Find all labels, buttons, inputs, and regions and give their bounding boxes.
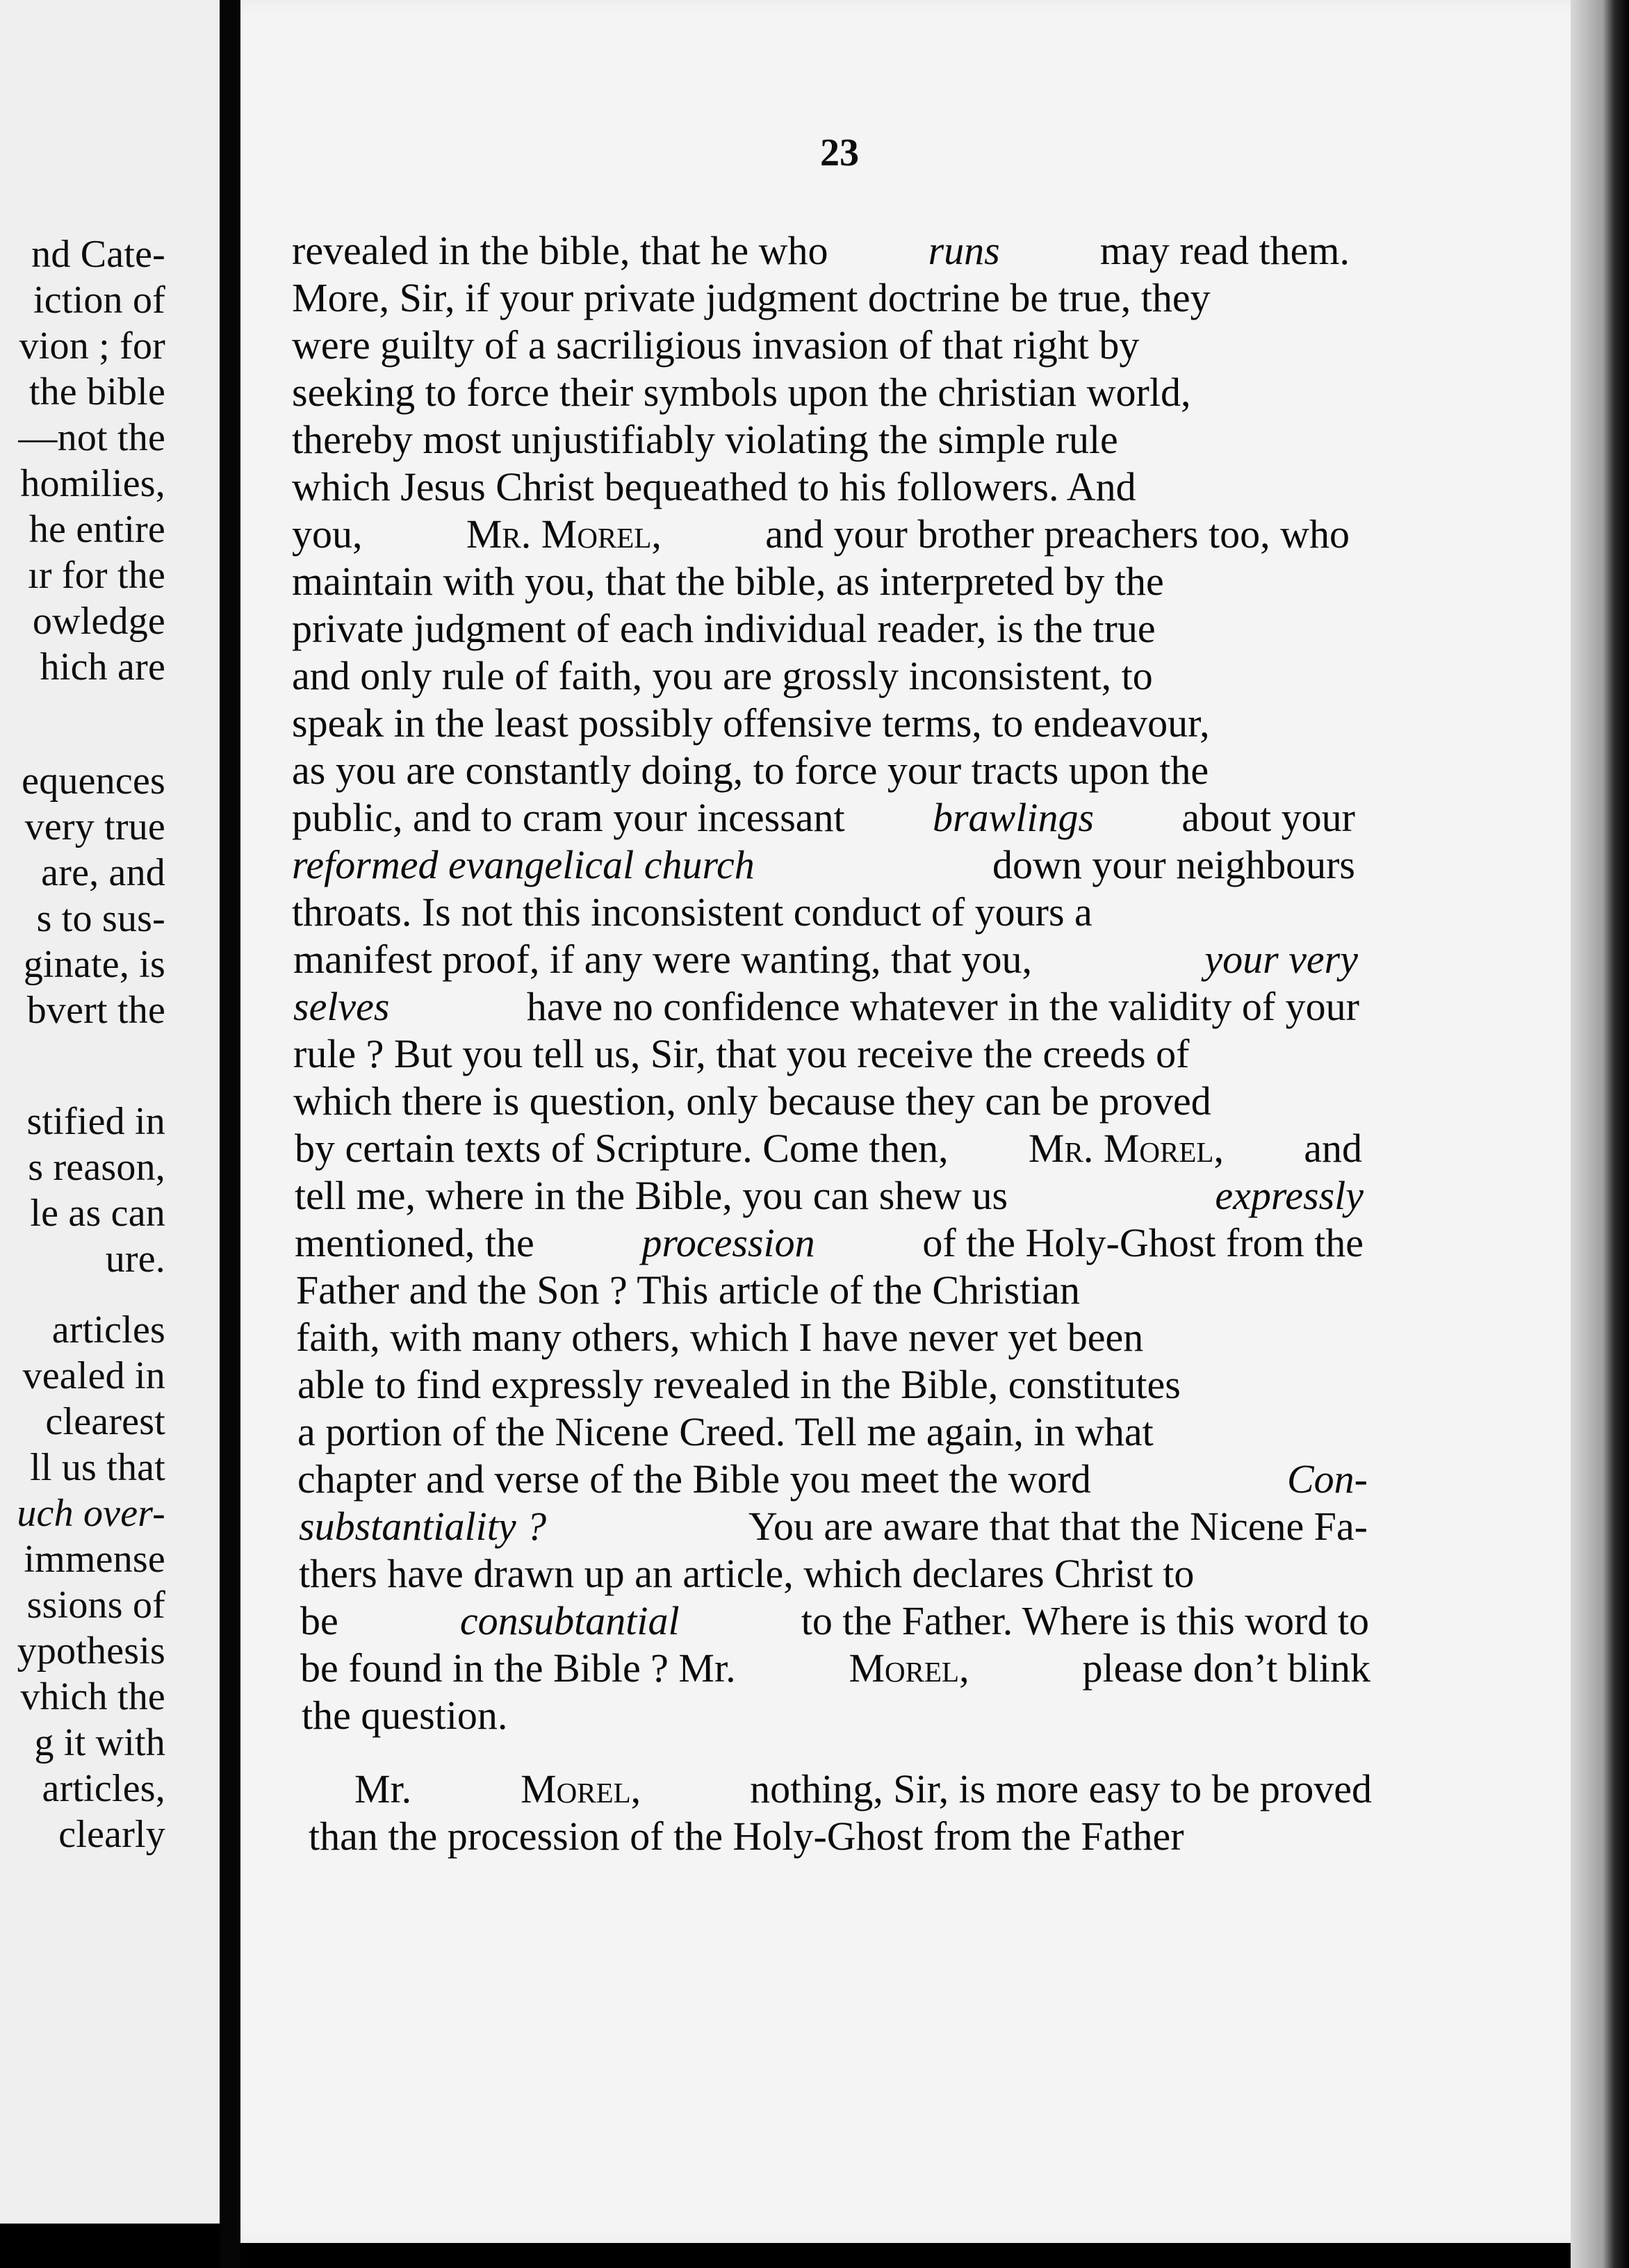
text-fragment: and bbox=[1304, 1126, 1362, 1171]
text-fragment: public, and to cram your incessant bbox=[292, 795, 845, 840]
text-fragment: about your bbox=[1181, 795, 1355, 840]
left-page-line: vealed in bbox=[22, 1354, 165, 1397]
text-fragment: able to find expressly revealed in the Bible, constitutes bbox=[297, 1362, 1181, 1407]
left-page-line: clearly bbox=[58, 1813, 165, 1856]
text-line bbox=[354, 1766, 1372, 1811]
left-page-line: articles, bbox=[42, 1767, 165, 1810]
italic-fragment: reformed evangelical church bbox=[292, 842, 755, 887]
text-line bbox=[292, 842, 1355, 887]
text-fragment: which Jesus Christ bequeathed to his followers. And bbox=[292, 464, 1136, 509]
text-fragment: you, bbox=[292, 511, 363, 557]
text-fragment: tell me, where in the Bible, you can shew us bbox=[295, 1173, 1008, 1218]
left-page-line: are, and bbox=[41, 851, 165, 894]
text-line bbox=[292, 700, 1352, 746]
text-fragment: throats. Is not this inconsistent conduct of yours a bbox=[292, 889, 1092, 935]
text-line bbox=[293, 984, 1359, 1029]
text-line bbox=[296, 1317, 1365, 1358]
text-fragment: faith, with many others, which I have never yet been bbox=[296, 1315, 1144, 1360]
text-fragment: down your neighbours bbox=[992, 842, 1355, 887]
left-page-line: ssions of bbox=[26, 1584, 165, 1627]
italic-fragment: consubtantial bbox=[459, 1598, 680, 1643]
page-edge bbox=[1571, 0, 1629, 2268]
text-line bbox=[295, 1220, 1364, 1265]
left-page-line: immense bbox=[24, 1538, 165, 1581]
text-fragment: thers have drawn up an article, which declares Christ to bbox=[299, 1551, 1195, 1596]
text-fragment: a portion of the Nicene Creed. Tell me again, in what bbox=[297, 1409, 1154, 1454]
text-fragment: You are aware that that the Nicene Fa- bbox=[748, 1504, 1368, 1549]
text-line bbox=[292, 795, 1355, 840]
left-page-line: homilies, bbox=[20, 462, 165, 505]
text-line bbox=[292, 228, 1350, 273]
left-page-line: owledge bbox=[32, 600, 165, 643]
text-fragment: speak in the least possibly offensive terms, to endeavour, bbox=[292, 700, 1210, 746]
book-gutter bbox=[220, 0, 240, 2268]
text-fragment: may read them. bbox=[1099, 228, 1350, 273]
text-line bbox=[297, 1362, 1366, 1407]
text-line bbox=[293, 939, 1358, 980]
text-fragment: be found in the Bible ? Mr. bbox=[300, 1645, 736, 1691]
left-page-line: vion ; for bbox=[19, 324, 165, 368]
text-fragment: please don’t blink bbox=[1082, 1645, 1370, 1691]
left-page-line: articles bbox=[51, 1308, 165, 1351]
left-page-line: ll us that bbox=[30, 1446, 165, 1489]
left-page-line: very true bbox=[24, 805, 165, 848]
text-line bbox=[299, 1506, 1368, 1547]
left-page-line: s reason, bbox=[28, 1146, 165, 1189]
text-line bbox=[295, 1173, 1364, 1218]
small-caps-fragment: Morel, bbox=[521, 1766, 641, 1811]
text-line bbox=[292, 750, 1354, 791]
italic-fragment: selves bbox=[293, 984, 390, 1029]
left-page-line: ypothesis bbox=[17, 1629, 165, 1673]
text-fragment: private judgment of each individual reader, is the true bbox=[292, 606, 1156, 651]
text-line bbox=[293, 1031, 1359, 1076]
text-line bbox=[309, 1816, 1373, 1857]
left-page-line: g it with bbox=[34, 1721, 165, 1764]
text-fragment: rule ? But you tell us, Sir, that you receive the creeds of bbox=[293, 1031, 1190, 1076]
left-page-line: nd Cate- bbox=[31, 233, 165, 276]
text-line bbox=[292, 653, 1351, 698]
left-page-line: bvert the bbox=[26, 989, 165, 1032]
left-page-line: —not the bbox=[18, 416, 165, 459]
text-fragment: More, Sir, if your private judgment doctrine be true, they bbox=[292, 275, 1211, 320]
italic-fragment: your very bbox=[1204, 937, 1358, 982]
text-line bbox=[293, 1078, 1361, 1124]
left-facing-page bbox=[0, 0, 220, 2224]
text-fragment: to the Father. Where is this word to bbox=[801, 1598, 1369, 1643]
text-fragment: have no confidence whatever in the validity of your bbox=[526, 984, 1359, 1029]
left-page-line: clearest bbox=[45, 1400, 165, 1443]
text-fragment: Mr. bbox=[354, 1766, 412, 1811]
text-line bbox=[295, 1128, 1362, 1169]
text-fragment: nothing, Sir, is more easy to be proved bbox=[750, 1766, 1372, 1811]
text-fragment: seeking to force their symbols upon the christian world, bbox=[292, 370, 1191, 415]
left-page-line: equences bbox=[22, 759, 165, 803]
text-fragment: manifest proof, if any were wanting, that you, bbox=[293, 937, 1033, 982]
text-fragment: as you are constantly doing, to force your tracts upon the bbox=[292, 748, 1209, 793]
text-fragment: which there is question, only because they can be proved bbox=[293, 1078, 1211, 1124]
text-line bbox=[292, 561, 1351, 602]
left-page-line: ure. bbox=[105, 1238, 165, 1281]
left-page-line: the bible bbox=[28, 370, 165, 413]
left-page-line: ır for the bbox=[28, 554, 165, 597]
text-fragment: maintain with you, that the bible, as interpreted by the bbox=[292, 559, 1164, 604]
italic-fragment: runs bbox=[928, 228, 1000, 273]
italic-fragment: procession bbox=[641, 1220, 815, 1265]
text-fragment: of the Holy-Ghost from the bbox=[922, 1220, 1364, 1265]
left-page-line: iction of bbox=[33, 279, 165, 322]
left-page-line: he entire bbox=[28, 508, 165, 551]
text-line bbox=[297, 1456, 1368, 1502]
text-fragment: by certain texts of Scripture. Come then, bbox=[295, 1126, 949, 1171]
text-line bbox=[292, 889, 1357, 935]
text-fragment: mentioned, the bbox=[295, 1220, 534, 1265]
text-line bbox=[292, 275, 1350, 320]
text-line bbox=[302, 1695, 1370, 1736]
left-page-line: s to sus- bbox=[36, 897, 165, 940]
text-line bbox=[300, 1598, 1369, 1643]
text-fragment: chapter and verse of the Bible you meet the word bbox=[297, 1456, 1091, 1502]
text-fragment: Father and the Son ? This article of the Christian bbox=[296, 1267, 1081, 1313]
small-caps-fragment: Mr. Morel, bbox=[1028, 1126, 1224, 1171]
text-fragment: thereby most unjustifiably violating the simple rule bbox=[292, 417, 1118, 462]
left-page-line: vhich the bbox=[20, 1675, 165, 1718]
text-line bbox=[292, 606, 1351, 651]
italic-fragment: substantiality ? bbox=[299, 1504, 547, 1549]
text-line bbox=[292, 417, 1350, 462]
text-line bbox=[299, 1551, 1369, 1596]
left-page-line: le as can bbox=[30, 1192, 165, 1235]
text-line bbox=[292, 372, 1350, 413]
italic-fragment: expressly bbox=[1215, 1173, 1364, 1218]
text-fragment: be bbox=[300, 1598, 338, 1643]
left-page-line: uch over- bbox=[17, 1492, 165, 1535]
left-page-line: hich are bbox=[40, 646, 165, 689]
left-page-line: ginate, is bbox=[23, 943, 165, 986]
italic-fragment: Con- bbox=[1287, 1456, 1368, 1502]
italic-fragment: brawlings bbox=[932, 795, 1095, 840]
left-page-line: stified in bbox=[26, 1100, 165, 1143]
text-fragment: revealed in the bible, that he who bbox=[292, 228, 828, 273]
text-fragment: were guilty of a sacriligious invasion of that right by bbox=[292, 322, 1140, 368]
text-line bbox=[292, 464, 1350, 509]
text-fragment: the question. bbox=[302, 1693, 508, 1738]
text-line bbox=[292, 322, 1350, 368]
small-caps-fragment: Morel, bbox=[849, 1645, 969, 1691]
text-fragment: and only rule of faith, you are grossly inconsistent, to bbox=[292, 653, 1153, 698]
text-fragment: than the procession of the Holy-Ghost from the Father bbox=[309, 1814, 1184, 1859]
text-fragment: and your brother preachers too, who bbox=[765, 511, 1350, 557]
text-line bbox=[292, 511, 1350, 557]
text-line bbox=[296, 1267, 1365, 1313]
text-line bbox=[297, 1409, 1366, 1454]
text-line bbox=[300, 1645, 1370, 1691]
small-caps-fragment: Mr. Morel, bbox=[466, 511, 662, 557]
